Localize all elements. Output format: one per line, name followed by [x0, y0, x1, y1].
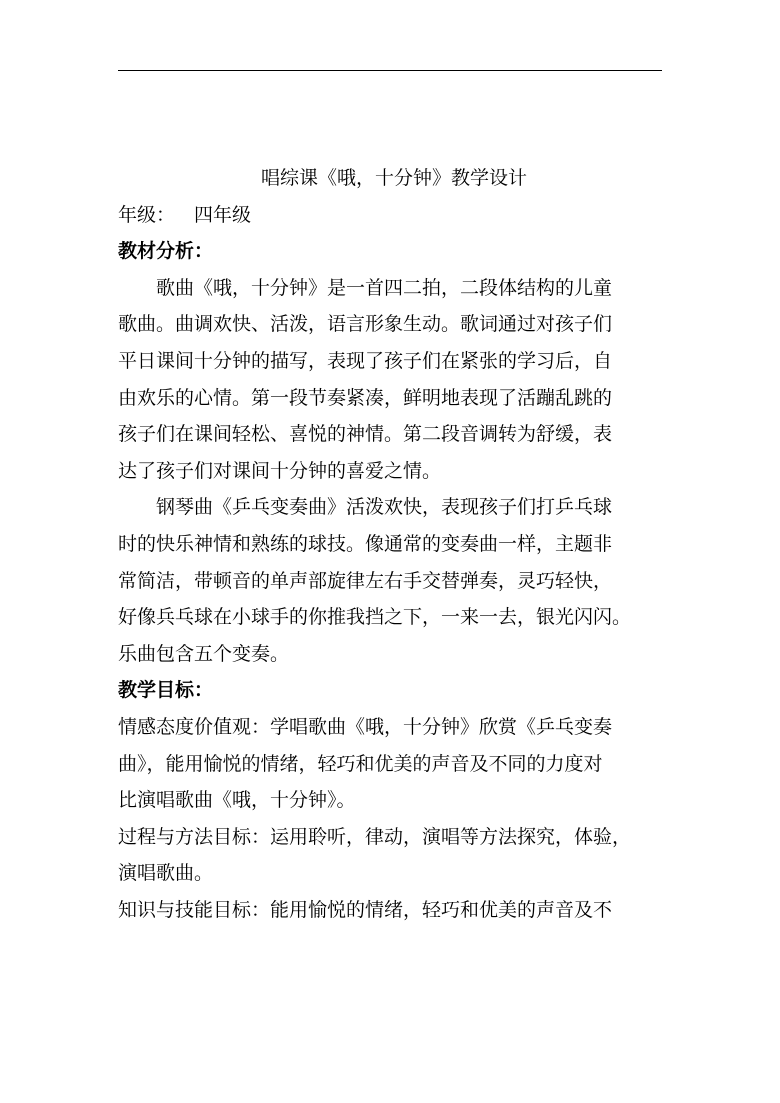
paragraph-line: 比演唱歌曲《哦，十分钟》。 [118, 789, 356, 812]
goal-emotion [118, 709, 666, 819]
paragraph-line: 孩子们在课间轻松、喜悦的神情。第二段音调转为舒缓，表 [118, 423, 613, 446]
paragraph-line: 乐曲包含五个变奏。 [118, 642, 290, 665]
paragraph-line: 知识与技能目标：能用愉悦的情绪，轻巧和优美的声音及不 [118, 898, 613, 921]
paragraph-line: 好像兵乓球在小球手的你推我挡之下，一来一去，银光闪闪。 [118, 606, 632, 629]
goal-process [118, 819, 666, 892]
document-title: 唱综课《哦，十分钟》教学设计 [260, 167, 527, 189]
paragraph-piano-analysis [118, 489, 666, 672]
paragraph-line: 由欢乐的心情。第一段节奏紧凑，鲜明地表现了活蹦乱跳的 [118, 386, 613, 409]
paragraph-line: 时的快乐神情和熟练的球技。像通常的变奏曲一样，主题非 [118, 532, 613, 555]
paragraph-line: 歌曲。曲调欢快、活泼，语言形象生动。歌词通过对孩子们 [118, 313, 613, 336]
grade-label: 年级： [118, 203, 176, 226]
grade-value: 四年级 [194, 203, 252, 226]
paragraph-line: 达了孩子们对课间十分钟的喜爱之情。 [118, 459, 442, 482]
paragraph-line: 平日课间十分钟的描写，表现了孩子们在紧张的学习后，自 [118, 349, 613, 372]
section-heading-goals: 教学目标： [118, 679, 214, 702]
goal-skills [118, 892, 666, 929]
header-rule [118, 70, 662, 71]
paragraph-line: 常简洁，带顿音的单声部旋律左右手交替弹奏，灵巧轻快， [118, 569, 613, 592]
paragraph-line: 情感态度价值观：学唱歌曲《哦，十分钟》欣赏《乒乓变奏 [118, 715, 613, 738]
paragraph-line: 曲》，能用愉悦的情绪，轻巧和优美的声音及不同的力度对 [118, 752, 603, 775]
paragraph-line: 钢琴曲《乒乓变奏曲》活泼欢快，表现孩子们打乒乓球 [156, 496, 613, 519]
section-heading-materials: 教材分析： [118, 240, 214, 263]
paragraph-line: 歌曲《哦，十分钟》是一首四二拍，二段体结构的儿童 [156, 276, 613, 299]
grade-line [118, 197, 666, 234]
document-body [118, 160, 666, 928]
paragraph-line: 演唱歌曲。 [118, 862, 214, 885]
paragraph-song-analysis [118, 270, 666, 490]
paragraph-line: 过程与方法目标：运用聆听，律动，演唱等方法探究，体验， [118, 825, 632, 848]
